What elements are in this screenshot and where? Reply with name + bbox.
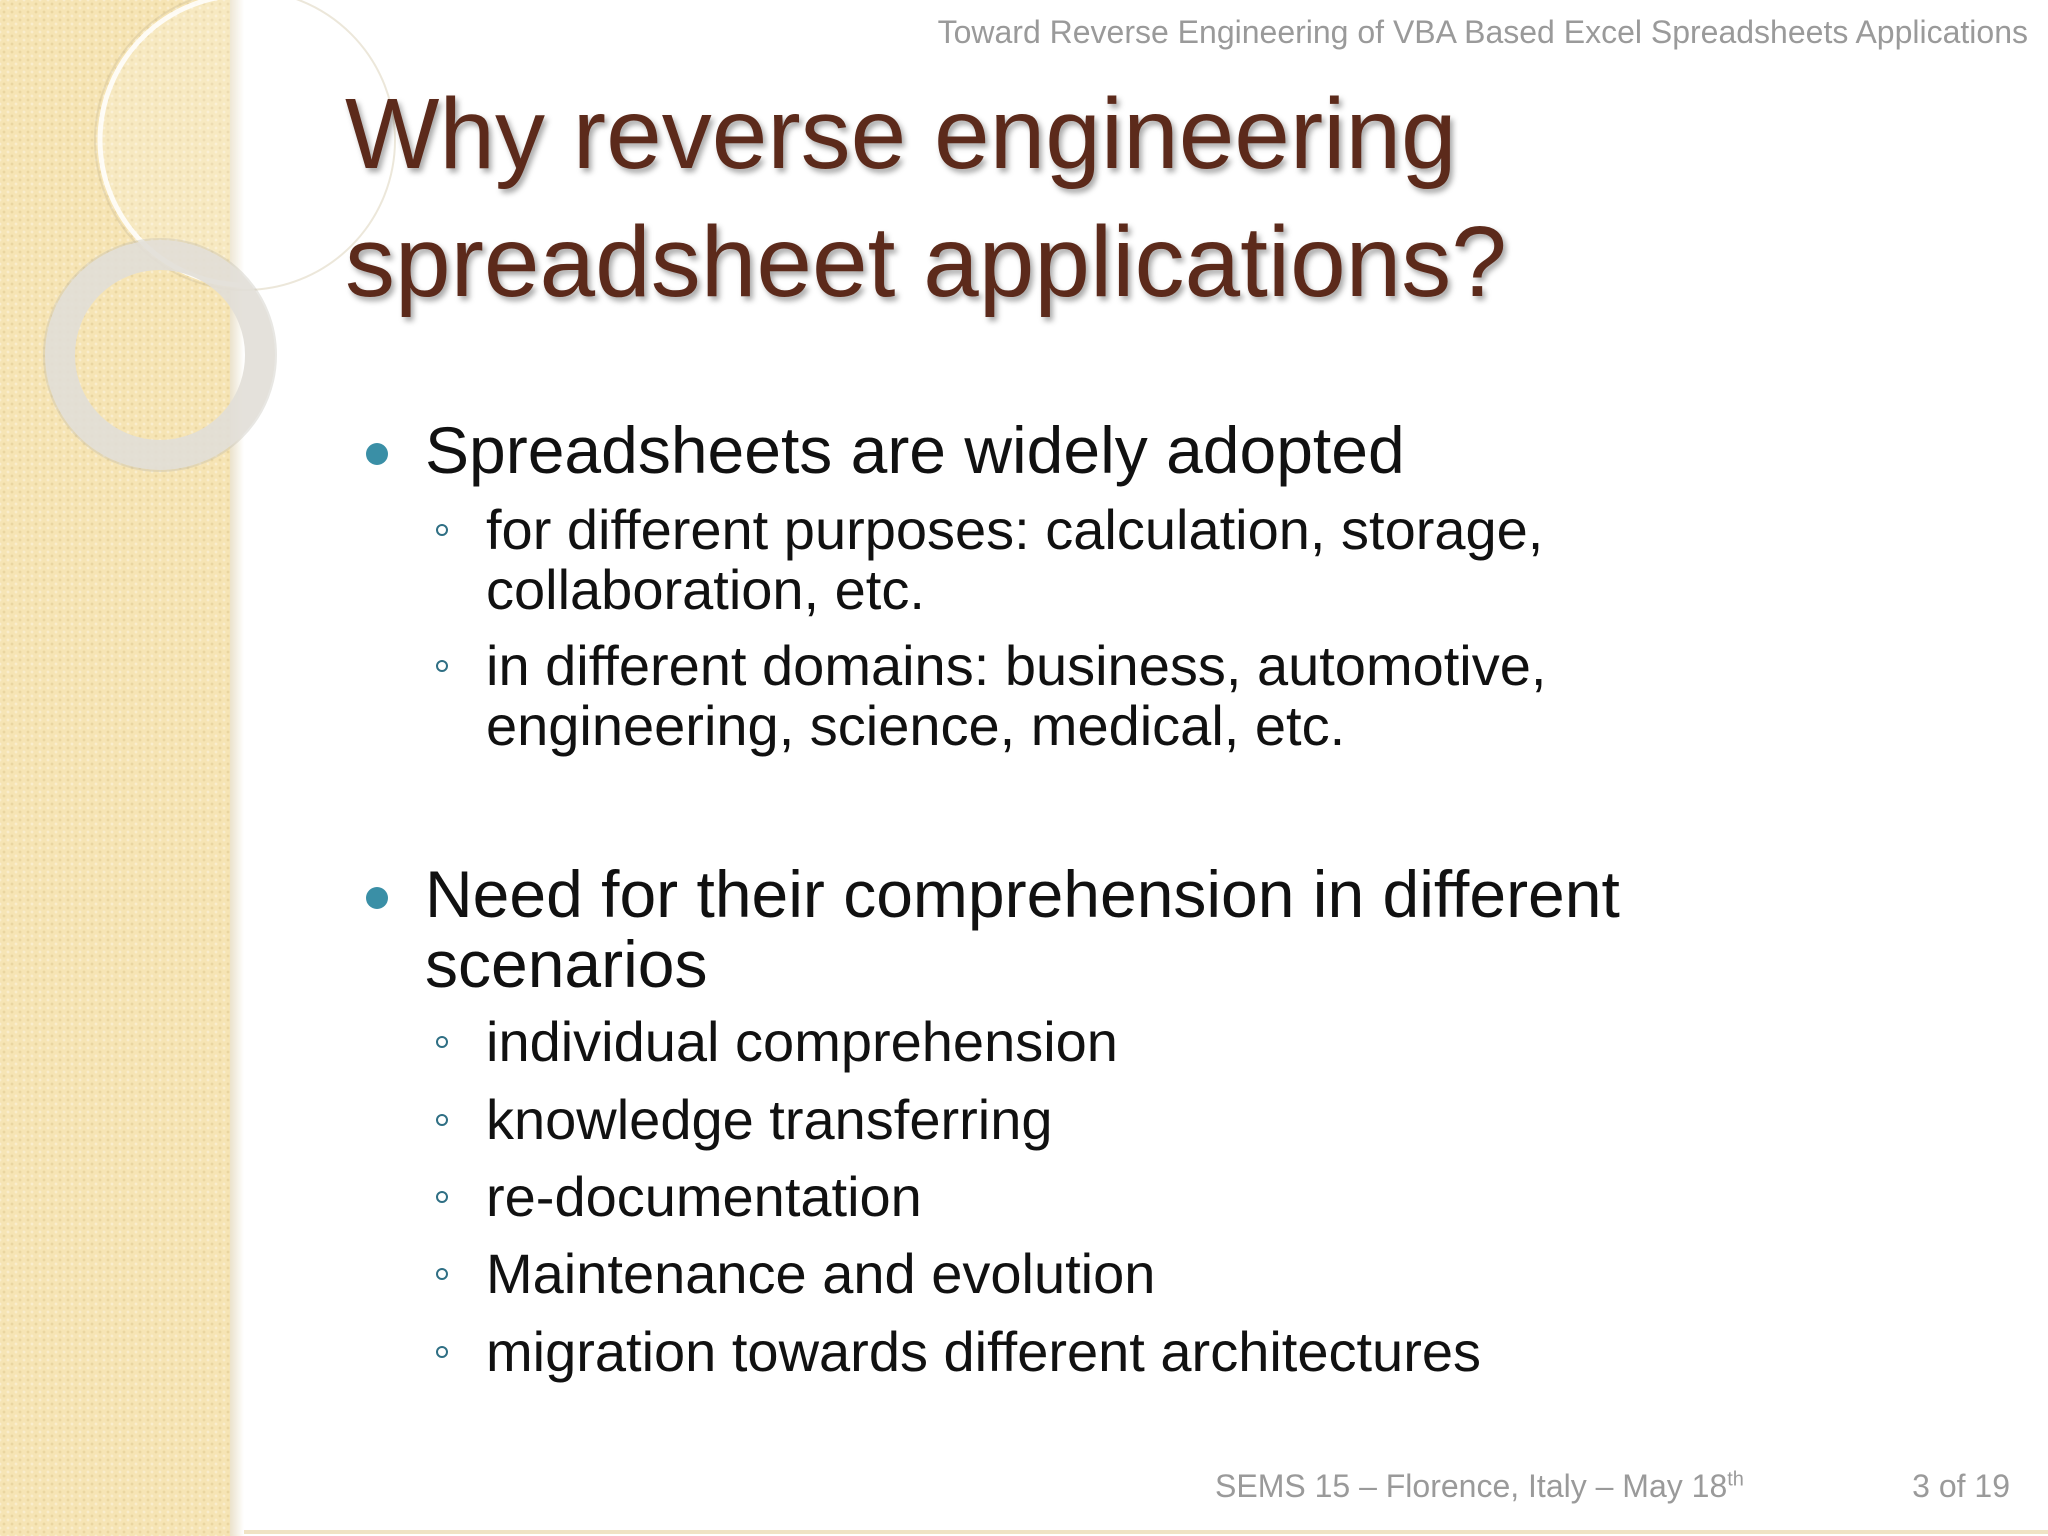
sub-bullet-item xyxy=(486,1167,1886,1227)
bullet-item xyxy=(425,859,1885,999)
slide-title xyxy=(345,70,1945,326)
bullet-dot-icon xyxy=(366,443,388,465)
footer-event xyxy=(1215,1468,1744,1505)
sub-bullet-item xyxy=(486,1090,1886,1150)
sub-bullet-ring-icon xyxy=(436,1036,448,1048)
sub-bullet-text: knowledge transferring xyxy=(486,1088,1053,1151)
sub-bullet-ring-icon xyxy=(436,1268,448,1280)
sub-bullet-text: individual comprehension xyxy=(486,1010,1118,1073)
sub-bullet-text: engineering, science, medical, etc. xyxy=(486,694,1346,757)
sub-bullet-ring-icon xyxy=(436,524,448,536)
footer-event-superscript: th xyxy=(1727,1468,1744,1491)
bottom-divider xyxy=(244,1530,2048,1534)
sub-bullet-ring-icon xyxy=(436,660,448,672)
bullet-item xyxy=(425,415,1885,485)
bullet-text: Spreadsheets are widely adopted xyxy=(425,413,1405,487)
sub-bullet-text: migration towards different architectures xyxy=(486,1320,1481,1383)
bullet-text: Need for their comprehension in different xyxy=(425,857,1620,931)
page-number: 3 of 19 xyxy=(1912,1468,2010,1504)
sub-bullet-item xyxy=(486,1322,1886,1382)
bullet-text: scenarios xyxy=(425,927,708,1001)
sub-bullet-ring-icon xyxy=(436,1191,448,1203)
slide-title-line-1: Why reverse engineering xyxy=(345,78,1457,190)
sub-bullet-ring-icon xyxy=(436,1346,448,1358)
sub-bullet-ring-icon xyxy=(436,1114,448,1126)
sub-bullet-text: for different purposes: calculation, storage, xyxy=(486,498,1544,561)
sub-bullet-item xyxy=(486,1012,1886,1072)
sub-bullet-text: collaboration, etc. xyxy=(486,558,925,621)
footer-event-text: SEMS 15 – Florence, Italy – May 18 xyxy=(1215,1468,1728,1504)
sub-bullet-item xyxy=(486,1244,1886,1304)
sub-bullet-text: Maintenance and evolution xyxy=(486,1242,1156,1305)
bullet-dot-icon xyxy=(366,887,388,909)
sub-bullet-item xyxy=(486,500,1886,620)
sub-bullet-text: re-documentation xyxy=(486,1165,922,1228)
header-caption: Toward Reverse Engineering of VBA Based Excel Spreadsheets Applications xyxy=(937,14,2028,50)
slide-title-line-2: spreadsheet applications? xyxy=(345,206,1507,318)
sub-bullet-item xyxy=(486,636,1886,756)
sub-bullet-text: in different domains: business, automotive, xyxy=(486,634,1547,697)
